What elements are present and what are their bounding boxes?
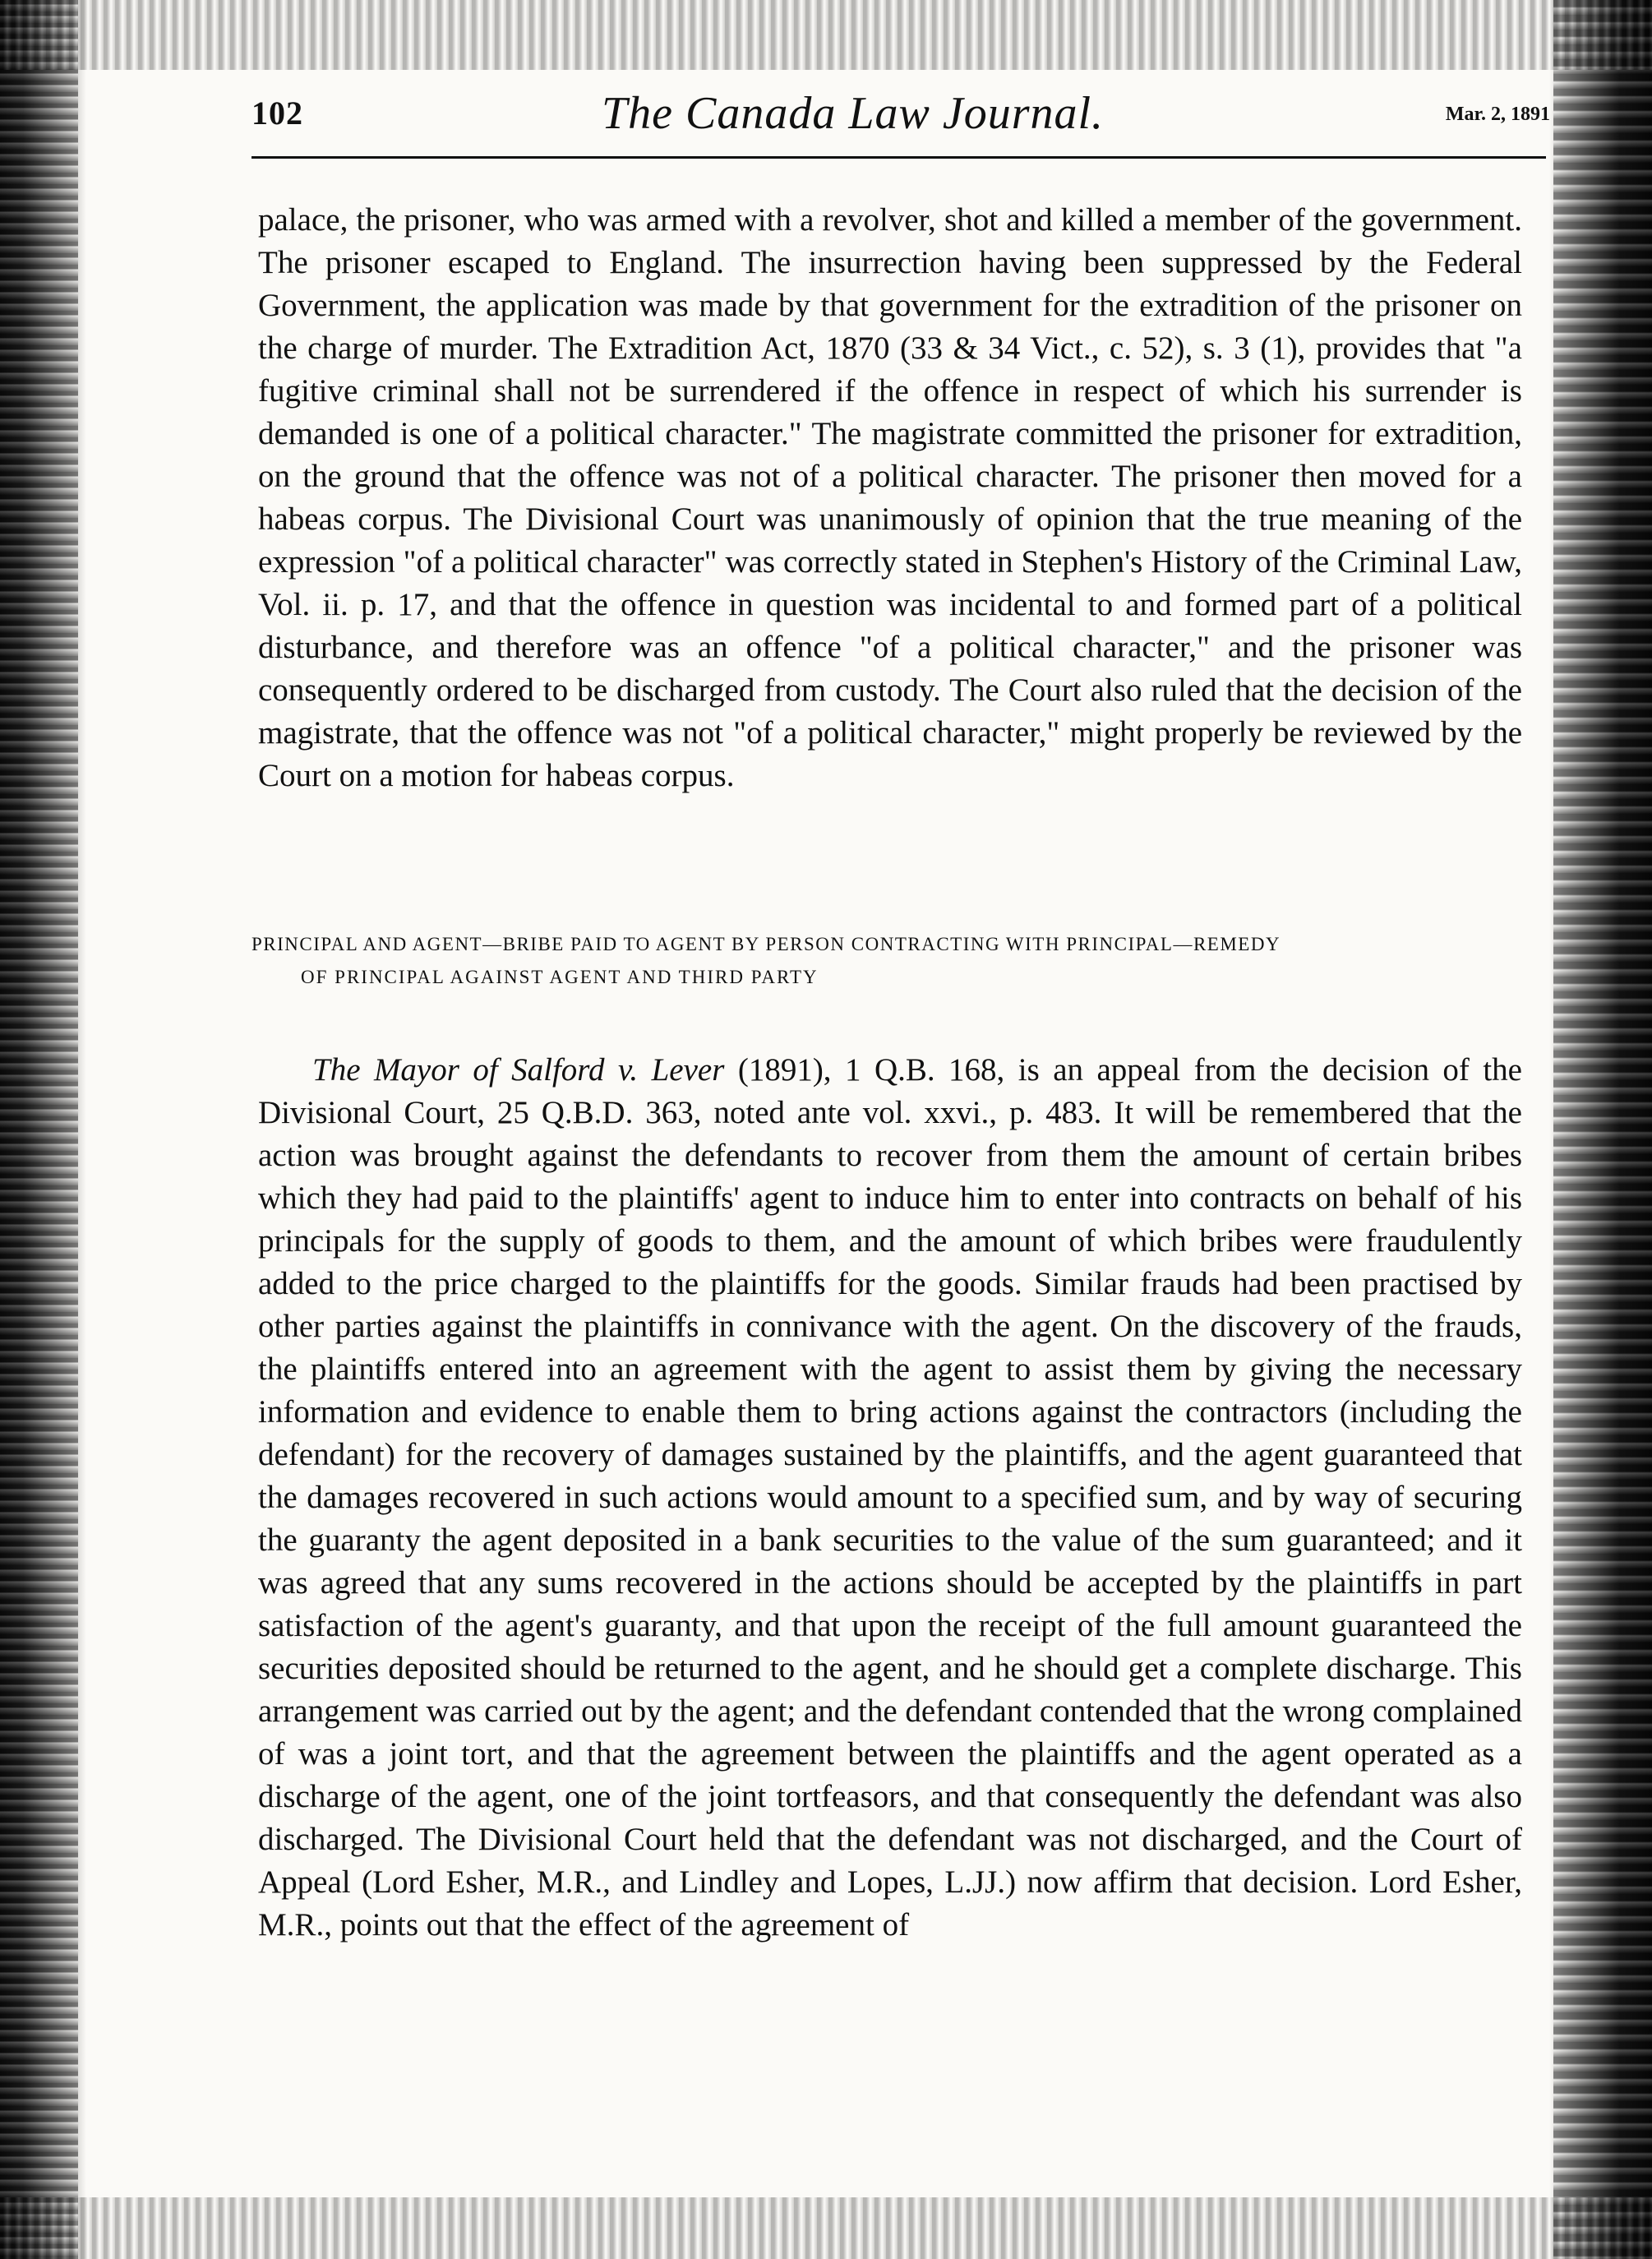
journal-title: The Canada Law Journal.: [602, 88, 1105, 139]
left-scan-edge: [0, 0, 78, 2259]
page-number: 102: [251, 95, 303, 132]
top-scan-edge: [0, 0, 1652, 70]
page-header: [251, 90, 1550, 150]
case-name: The Mayor of Salford v. Lever: [312, 1052, 725, 1088]
header-rule: [251, 156, 1546, 159]
section-heading: [251, 928, 1534, 994]
issue-date: Mar. 2, 1891: [1445, 104, 1550, 125]
section-heading-line-1: PRINCIPAL AND AGENT—BRIBE PAID TO AGENT BY PERSON CONTRACTING WITH PRINCIPAL—REMEDY: [251, 934, 1281, 954]
right-scan-edge: [1553, 0, 1652, 2259]
paragraph-political-character: palace, the prisoner, who was armed with a revolver, shot and killed a member of the government. The prisoner escaped to England. The insurrection having been suppressed by the Federal Government, the application was made by that government for the extradition of the prisoner on the charge of murder. The Extradition Act, 1870 (33 & 34 Vict., c. 52), s. 3 (1), provides that "a fugitive criminal shall not be surrendered if the offence in respect of which his surrender is demanded is one of a political character." The magistrate committed the prisoner for extradition, on the ground that the offence was not of a political character. The prisoner then moved for a habeas corpus. The Divisional Court was unanimously of opinion that the true meaning of the expression "of a political character" was correctly stated in Stephen's History of the Criminal Law, Vol. ii. p. 17, and that the offence in question was incidental to and formed part of a political disturbance, and therefore was an offence "of a political character," and the prisoner was consequently ordered to be discharged from custody. The Court also ruled that the decision of the magistrate, that the offence was not "of a political character," might properly be reviewed by the Court on a motion for habeas corpus.: [258, 202, 1522, 793]
section-heading-line-2: OF PRINCIPAL AGAINST AGENT AND THIRD PARTY: [301, 967, 819, 987]
paragraph-salford-case: [258, 1049, 1522, 2224]
case-discussion: (1891), 1 Q.B. 168, is an appeal from the decision of the Divisional Court, 25 Q.B.D. 363, noted ante vol. xxvi., p. 483. It will be remembered that the action was brought against the defendants to recover from them the amount of certain bribes which they had paid to the plaintiffs' agent to induce him to enter into contracts on behalf of his principals for the supply of goods to them, and the amount of which bribes were fraudulently added to the price charged to the plaintiffs for the goods. Similar frauds had been practised by other parties against the plaintiffs in connivance with the agent. On the discovery of the frauds, the plaintiffs entered into an agreement with the agent to assist them by giving the necessary information and evidence to enable them to bring actions against the contractors (including the defendant) for the recovery of damages sustained by the plaintiffs, and the agent guaranteed that the damages recovered in such actions would amount to a specified sum, and by way of securing the guaranty the agent deposited in a bank securities to the value of the sum guaranteed; and it was agreed that any sums recovered in the actions should be accepted by the plaintiffs in part satisfaction of the agent's guaranty, and that upon the receipt of the full amount guaranteed the securities deposited should be returned to the agent, and he should get a complete discharge. This arrangement was carried out by the agent; and the defendant contended that the wrong complained of was a joint tort, and that the agreement between the plaintiffs and the agent operated as a discharge of the agent, one of the joint tortfeasors, and that consequently the defendant was also discharged. The Divisional Court held that the defendant was not discharged, and the Court of Appeal (Lord Esher, M.R., and Lindley and Lopes, L.JJ.) now affirm that decision. Lord Esher, M.R., points out that the effect of the agreement of: [258, 1052, 1522, 1943]
